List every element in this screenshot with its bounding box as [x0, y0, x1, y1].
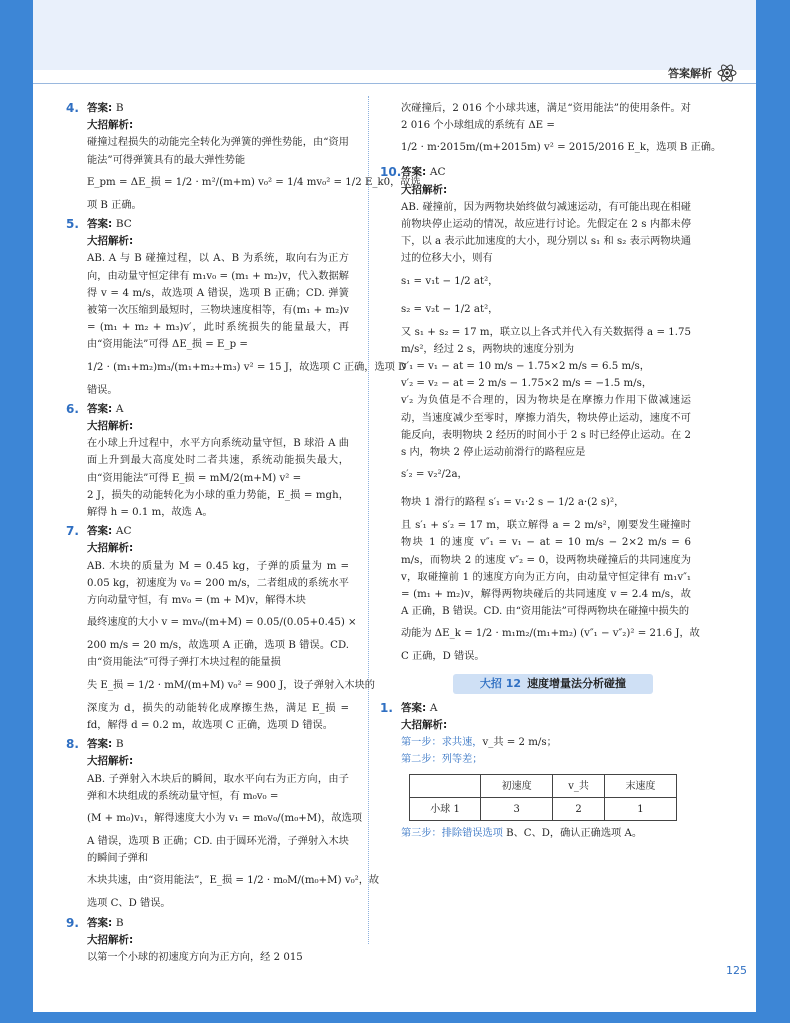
question-number: 10. — [380, 165, 402, 180]
equation: 失 E_损 = 1/2 · mM/(m+M) v₀² = 900 J，设子弹射入木块的 — [87, 679, 375, 691]
question-9-continued — [401, 100, 722, 162]
equation: E_pm = ΔE_损 = 1/2 · m²/(m+m) v₀² = 1/4 mv₀² = 1/2 E_k0，故选 — [87, 176, 421, 188]
question-6 — [66, 401, 349, 521]
table-cell: 3 — [481, 798, 553, 821]
equation: v′₁ = v₁ − at = 10 m/s − 1.75×2 m/s = 6.5 m/s， — [401, 361, 650, 373]
answer-value: BC — [115, 218, 132, 231]
analysis-label: 大招解析: — [87, 235, 134, 248]
equation: 1/2 · m·2015m/(m+2015m) v² = 2015/2016 E_k，选项 B 正确。 — [401, 142, 722, 154]
table-header-cell — [410, 775, 481, 798]
step-label: 第三步：排除错误选项 — [401, 828, 503, 840]
answer-line — [87, 736, 349, 753]
question-number: 8. — [66, 737, 79, 752]
answer-line — [87, 401, 349, 418]
answer-value: A — [115, 402, 124, 415]
step-text: B、C、D，确认正确选项 A。 — [502, 828, 643, 840]
table-header-cell: 初速度 — [481, 775, 553, 798]
answer-label: 答案: — [87, 525, 113, 538]
answer-value: AC — [429, 166, 446, 179]
analysis-text: 2 J，损失的动能转化为小球的重力势能，E_损 = mgh，解得 h = 0.1 m，故选 A。 — [87, 489, 349, 519]
question-number: 4. — [66, 101, 79, 115]
equation: s₁ = v₁t − 1/2 at²， — [401, 275, 499, 287]
step-label: 第一步：求共速， — [401, 737, 483, 749]
answer-value: A — [429, 701, 438, 714]
right-column — [380, 98, 722, 843]
step-text: v_共 = 2 m/s； — [482, 737, 557, 749]
atom-icon — [716, 62, 738, 84]
question-9 — [66, 915, 349, 967]
analysis-text: 碰撞过程损失的动能完全转化为弹簧的弹性势能，由“资用能法”可得弹簧具有的最大弹性势能 — [87, 137, 349, 166]
equation: 木块共速，由“资用能法”，E_损 = 1/2 · m₀M/(m₀+M) v₀²，故 — [87, 875, 380, 887]
question-8 — [66, 736, 380, 912]
answer-label: 答案: — [87, 738, 113, 751]
answer-label: 答案: — [401, 166, 427, 179]
question-10 — [380, 164, 700, 665]
table-header-cell: 末速度 — [604, 775, 676, 798]
analysis-text: 深度为 d，损失的动能转化成摩擦生热，满足 E_损 = fd，解得 d = 0.2 m，故选项 C 正确，选项 D 错误。 — [87, 702, 349, 731]
table-cell: 1 — [604, 798, 676, 821]
answer-line — [401, 164, 691, 181]
analysis-label: 大招解析: — [87, 933, 134, 946]
equation: s′₂ = v₂²/2a， — [401, 469, 468, 481]
table-cell: 2 — [553, 798, 605, 821]
answer-line — [87, 100, 349, 117]
analysis-text: AB. A 与 B 碰撞过程，以 A、B 为系统，取向右为正方向，由动量守恒定律有 m₁v₀ = (m₁ + m₂)v，代入数据解得 v = 4 m/s，故选项 A 错误，选项 B 正确；CD. 弹簧被第一次压缩到最短时，三物块速度相等，有(m₁ + m₂)v = (m₁ + m₂ + m₃)v′，此时系统损失的能量最大，再由“资用能法”可得 ΔE_损 = E_p = — [87, 253, 349, 351]
question-number: 6. — [66, 401, 79, 416]
analysis-text: AB. 碰撞前，因为两物块始终做匀减速运动，有可能出现在相碰前物块停止运动的情况，故应进行讨论。先假定在 2 s 内都未停下，以 a 表示此加速度的大小，现分别以 s₁ 和 s₂ 表示两物块通过的位移大小，则有 — [401, 201, 691, 265]
section-title — [453, 674, 653, 694]
page-number: 125 — [726, 964, 747, 977]
question-number: 9. — [66, 915, 79, 930]
equation: 1/2 · (m₁+m₂)m₃/(m₁+m₂+m₃) v² = 15 J，故选项 C 正确，选项 D — [87, 361, 407, 373]
analysis-label: 大招解析: — [87, 420, 134, 433]
top-band — [33, 0, 756, 70]
analysis-text: 以第一个小球的初速度方向为正方向，经 2 015 — [87, 951, 303, 963]
analysis-text: 在小球上升过程中，水平方向系统动量守恒，B 球沿 A 曲面上升到最大高度处时二者共速，系统动能损失最大，由“资用能法”可得 E_损 = mM/2(m+M) v² = — [87, 438, 349, 484]
header-rule — [33, 83, 756, 84]
answer-label: 答案: — [87, 402, 113, 415]
answer-label: 答案: — [87, 218, 113, 231]
analysis-label: 大招解析: — [87, 542, 134, 555]
answer-label: 答案: — [87, 916, 113, 929]
answer-value: B — [115, 102, 124, 114]
section-header — [668, 62, 738, 84]
equation: 动能为 ΔE_k = 1/2 · m₁m₂/(m₁+m₂) (v″₁ − v″₂)² = 21.6 J，故 — [401, 628, 700, 640]
section-number: 大招 12 — [479, 676, 522, 690]
analysis-text: A 错误，选项 B 正确；CD. 由于圆环光滑，子弹射入木块的瞬间子弹和 — [87, 835, 349, 865]
answer-label: 答案: — [87, 102, 113, 114]
answer-line — [87, 915, 349, 932]
section-name: 速度增量法分析碰撞 — [527, 676, 627, 690]
equation: 最终速度的大小 v = mv₀/(m+M) = 0.05/(0.05+0.45) × — [87, 617, 357, 629]
velocity-table — [409, 774, 677, 821]
analysis-text: 选项 C、D 错误。 — [87, 898, 171, 910]
analysis-text: 且 s′₁ + s′₂ = 17 m，联立解得 a = 2 m/s²，刚要发生碰撞时物块 1 的速度 v″₁ = v₁ − at = 10 m/s − 2×2 m/s = 6 m/s，而物块 2 的速度 v″₂ = 0，设两物块碰撞后的共同速度为 v，取碰撞前 1 的速度方向为正方向，由动量守恒定律有 m₁v″₁ = (m₁ + m₂)v，解得两物块碰后的共同速度 v = 2.4 m/s，故 A 正确，B 错误。CD. 由“资用能法”可得两物块在碰撞中损失的 — [401, 520, 691, 618]
equation: (M + m₀)v₁，解得速度大小为 v₁ = m₀v₀/(m₀+M)，故选项 — [87, 812, 362, 824]
analysis-label: 大招解析: — [87, 755, 134, 768]
answer-label: 答案: — [401, 701, 427, 714]
analysis-text: AB. 木块的质量为 M = 0.45 kg，子弹的质量为 m = 0.05 kg，初速度为 v₀ = 200 m/s，二者组成的系统水平方向动量守恒，有 mv₀ = (m + M)v，解得木块 — [87, 560, 349, 607]
analysis-text: C 正确，D 错误。 — [401, 651, 485, 663]
analysis-label: 大招解析: — [401, 183, 448, 196]
step-2-label: 第二步：列等差； — [401, 754, 483, 766]
table-header-cell: v_共 — [553, 775, 605, 798]
equation: s₂ = v₂t − 1/2 at²， — [401, 303, 499, 315]
answer-value: B — [115, 916, 124, 929]
analysis-text: AB. 子弹射入木块后的瞬间，取水平向右为正方向，由子弹和木块组成的系统动量守恒，有 m₀v₀ = — [87, 773, 349, 802]
question-number: 1. — [380, 700, 393, 715]
column-divider — [368, 96, 369, 944]
analysis-text: 项 B 正确。 — [87, 199, 142, 211]
analysis-text: 次碰撞后，2 016 个小球共速，满足“资用能法”的使用条件。对 2 016 个小球组成的系统有 ΔE = — [401, 103, 691, 132]
equation: v′₂ = v₂ − at = 2 m/s − 1.75×2 m/s = −1.5 m/s， — [401, 378, 653, 390]
question-number: 5. — [66, 217, 79, 232]
analysis-text: 又 s₁ + s₂ = 17 m，联立以上各式并代入有关数据得 a = 1.75 m/s²，经过 2 s，两物块的速度分别为 — [401, 326, 691, 355]
analysis-label: 大招解析: — [401, 718, 448, 731]
analysis-text: 错误。 — [87, 384, 118, 396]
header-label: 答案解析 — [668, 67, 712, 80]
answer-line — [401, 700, 691, 717]
question-number: 7. — [66, 524, 79, 539]
answer-value: B — [115, 738, 124, 751]
section12-question-1 — [380, 700, 691, 843]
table-header-row — [410, 775, 677, 798]
analysis-label: 大招解析: — [87, 119, 134, 132]
answer-value: AC — [115, 525, 132, 538]
question-5 — [66, 216, 407, 399]
step-1 — [401, 734, 691, 751]
answer-line — [87, 216, 349, 233]
equation: 物块 1 滑行的路程 s′₁ = v₁·2 s − 1/2 a·(2 s)²， — [401, 497, 625, 509]
table-cell: 小球 1 — [410, 798, 481, 821]
analysis-text: v′₂ 为负值是不合理的，因为物块是在摩擦力作用下做减速运动，当速度减少至零时，摩擦力消失，物块停止运动，速度不可能反向，表明物块 2 经历的时间小于 2 s 时已经停止运动。在 2 s 内，物块 2 停止运动前滑行的路程应是 — [401, 395, 691, 459]
table-row — [410, 798, 677, 821]
question-7 — [66, 523, 375, 734]
analysis-text: 200 m/s = 20 m/s，故选项 A 正确，选项 B 错误。CD. 由“资用能法”可得子弹打木块过程的能量损 — [87, 640, 349, 669]
answer-line — [87, 523, 349, 540]
step-3 — [401, 825, 691, 842]
